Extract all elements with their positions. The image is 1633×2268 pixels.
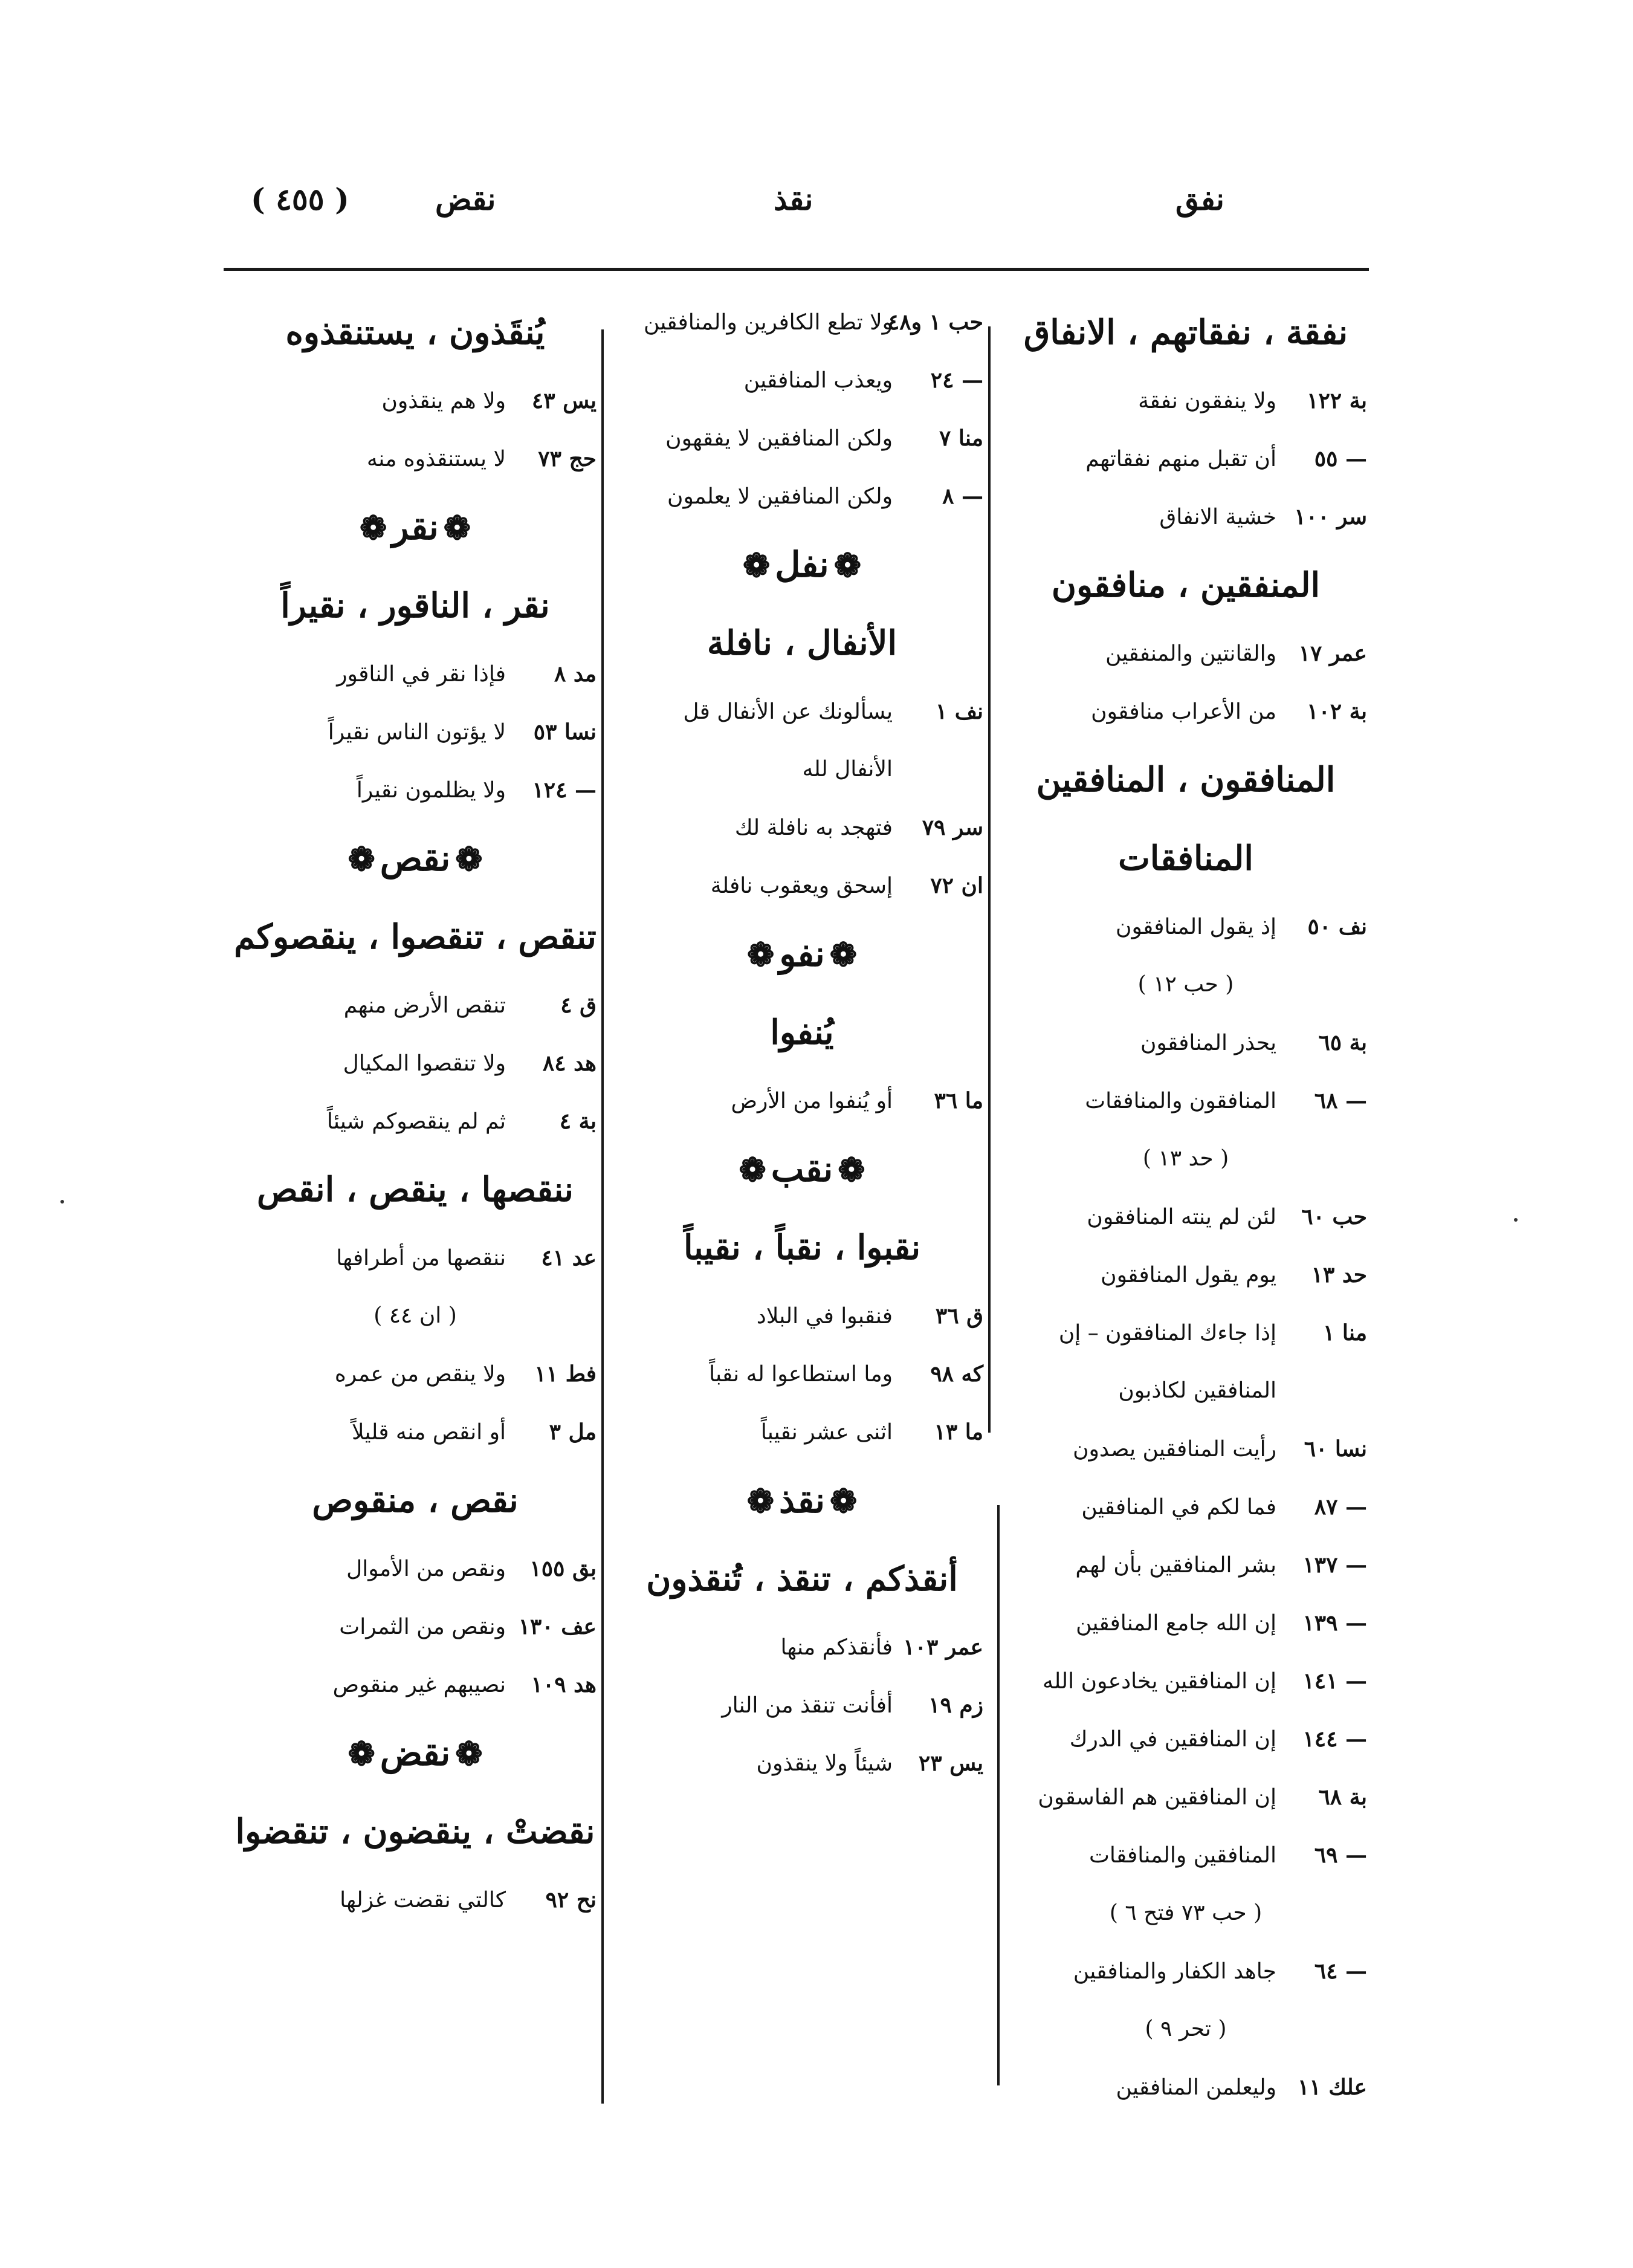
root-word: نفو [779,933,825,974]
entry-reference: — ٦٩ [1314,1842,1367,1868]
entry-text: ويعذب المنافقين [743,368,893,393]
index-entry [234,1229,597,1287]
entry-reference: ان ٧٢ [930,873,983,898]
cross-reference: ( ان ٤٤ ) [373,1303,457,1328]
entry-text: بشر المنافقين بأن لهم [1075,1553,1276,1578]
entry-reference: هد ٨٤ [542,1051,597,1076]
entry-text: أو انقص منه قليلاً [352,1420,506,1445]
entry-text: كالتي نقضت غزلها [340,1888,506,1913]
entry-reference: ق ٤ [560,993,597,1018]
entry-text: أن تقبل منهم نفقاتهم [1085,447,1276,471]
index-entry [234,761,597,819]
entry-reference: ق ٣٦ [935,1303,983,1329]
entry-text: لئن لم ينته المنافقون [1087,1205,1276,1230]
index-entry [1004,1304,1367,1362]
entry-reference: — ١٤٤ [1302,1726,1367,1752]
ornament-icon: ❁ [455,840,483,878]
entry-text: ثم لم ينقصوكم شيئاً [326,1109,506,1134]
index-entry [1004,1942,1367,2000]
root-heading [234,1714,597,1792]
root-word: نفل [775,544,829,585]
entry-reference: مل ٣ [549,1419,597,1445]
word-heading: المنافقون ، المنافقين [1036,760,1336,800]
index-entry [1004,1014,1367,1072]
root-word: نقص [380,838,451,879]
entry-reference: — ٢٤ [930,368,983,393]
entry-reference: عف ١٣٠ [518,1614,597,1639]
ornament-icon: ❁ [455,1734,483,1773]
entry-reference: بة ١٢٢ [1307,388,1367,413]
header-rule [224,268,1369,271]
entry-reference: حب ٦٠ [1301,1204,1367,1230]
index-entry [234,645,597,703]
column-divider-left [601,329,604,2104]
scan-speck [60,1200,64,1204]
index-entry [1004,1246,1367,1304]
word-heading: نقص ، منقوص [312,1480,519,1520]
index-entry [621,467,983,525]
index-entry [1004,624,1367,682]
entry-reference: يس ٢٣ [918,1751,983,1776]
entry-reference: سر ١٠٠ [1294,504,1367,530]
index-entry [621,740,983,799]
header-word-left: نقض [435,181,496,217]
root-word: نقذ [779,1480,825,1521]
entry-reference: نح ٩٢ [545,1887,597,1913]
index-entry [1004,1826,1367,1884]
root-heading [621,915,983,993]
root-word: نقر [392,507,439,548]
entry-text: وما استطاعوا له نقباً [709,1362,893,1387]
index-entry [234,430,597,488]
index-entry [621,1072,983,1130]
index-entry [621,1734,983,1792]
root-heading [234,488,597,566]
root-heading [621,1130,983,1208]
index-entry [1004,1594,1367,1652]
entry-text: الأنفال لله [802,757,893,782]
ornament-icon: ❁ [746,1482,775,1520]
entry-text: ولا ينفقون نفقة [1138,389,1276,413]
index-entry [1004,1188,1367,1246]
entry-reference: مد ٨ [554,661,597,687]
entry-reference: — ٦٤ [1314,1959,1367,1984]
index-entry [234,1598,597,1656]
entry-text: يحذر المنافقون [1140,1031,1276,1055]
index-entry [621,1403,983,1461]
ornament-icon: ❁ [360,508,387,547]
entry-reference: — ١٣٧ [1302,1552,1367,1578]
index-entry [1004,898,1367,956]
index-entry [621,293,983,351]
word-heading: يُنفوا [770,1012,834,1052]
index-entry [1004,682,1367,740]
ornament-icon: ❁ [829,1482,858,1520]
entry-reference: — ٥٥ [1314,446,1367,471]
page-number: ( ٤٥٥ ) [251,181,349,217]
entry-text: إن المنافقين في الدرك [1069,1727,1276,1752]
index-entry [1004,430,1367,488]
index-entry [234,976,597,1034]
index-entry [1004,372,1367,430]
index-entry [621,682,983,740]
entry-text: والقانتين والمنفقين [1105,641,1276,666]
column-divider-right [988,326,991,1433]
ornament-icon: ❁ [348,1734,375,1773]
index-entry [1004,1072,1367,1130]
entry-text: جاهد الكفار والمنافقين [1073,1959,1276,1984]
entry-reference: كه ٩٨ [930,1361,983,1387]
word-heading: المنافقات [1118,838,1253,878]
index-entry [621,1287,983,1345]
entry-text: شيئاً ولا ينقذون [756,1751,893,1776]
ornament-icon: ❁ [747,935,775,974]
index-entry [1004,2058,1367,2116]
entry-text: ونقص من الثمرات [339,1615,506,1639]
index-entry [1004,1478,1367,1536]
header-word-right: نفق [1175,181,1224,217]
cross-reference: ( حب ١٢ ) [1137,972,1234,997]
index-entry [234,1871,597,1929]
root-heading [234,819,597,898]
entry-text: تنقص الأرض منهم [343,993,506,1018]
entry-reference: بة ٤ [559,1109,597,1134]
entry-reference: عمر ١٠٣ [903,1635,983,1660]
entry-reference: نسا ٥٣ [533,719,597,745]
root-word: نقض [380,1732,451,1774]
entry-reference: بق ١٥٥ [529,1556,597,1581]
entry-reference: — ٨ [942,484,983,509]
index-entry [1004,488,1367,546]
index-entry [234,372,597,430]
index-entry [1004,1536,1367,1594]
entry-text: إسحق ويعقوب نافلة [710,873,893,898]
index-entry [234,1403,597,1461]
word-heading: نقبوا ، نقباً ، نقيباً [683,1228,921,1268]
entry-text: المنافقين لكاذبون [1118,1378,1276,1403]
entry-text: ولا ينقص من عمره [334,1362,506,1387]
entry-text: ولا هم ينقذون [381,389,506,413]
entry-reference: منا ٧ [939,426,983,451]
entry-text: من الأعراب منافقون [1091,699,1276,724]
entry-text: خشية الانفاق [1159,505,1276,530]
index-entry [1004,1768,1367,1826]
entry-text: أو يُنفوا من الأرض [731,1089,893,1113]
entry-text: إن المنافقين هم الفاسقون [1038,1785,1276,1810]
entry-text: إن المنافقين يخادعون الله [1042,1669,1276,1694]
root-word: نقب [771,1149,833,1190]
entry-reference: حج ٧٣ [538,446,597,471]
entry-reference: حد ١٣ [1311,1262,1367,1288]
index-entry [621,857,983,915]
entry-reference: — ١٢٤ [532,777,597,803]
entry-reference: ما ٣٦ [934,1088,983,1113]
word-heading: نقر ، الناقور ، نقيراً [280,586,550,626]
entry-text: المنافقين والمنافقات [1088,1843,1276,1868]
entry-text: ونقص من الأموال [346,1557,506,1581]
entry-text: إذ يقول المنافقون [1116,915,1276,939]
ornament-icon: ❁ [833,546,861,585]
entry-reference: سر ٧٩ [922,815,983,840]
entry-text: لا يستنقذوه منه [366,447,506,471]
entry-reference: بة ١٠٢ [1307,699,1367,724]
entry-text: لا يؤتون الناس نقيراً [328,720,506,745]
entry-reference: نف ١ [935,699,983,724]
entry-text: وليعلمن المنافقين [1116,2075,1276,2100]
entry-reference: يس ٤٣ [531,388,597,413]
index-entry [1004,1420,1367,1478]
entry-reference: زم ١٩ [928,1693,983,1718]
cross-reference: ( حد ١٣ ) [1142,1146,1229,1171]
index-entry [621,1676,983,1734]
entry-reference: علك ١١ [1298,2075,1367,2100]
entry-text: ولكن المنافقين لا يعلمون [667,484,893,509]
root-heading [621,525,983,604]
entry-text: اثنى عشر نقيباً [760,1420,893,1445]
entry-reference: فط ١١ [534,1361,597,1387]
entry-reference: منا ١ [1323,1320,1367,1346]
entry-text: رأيت المنافقين يصدون [1073,1437,1276,1462]
entry-text: المنافقون والمنافقات [1085,1089,1276,1113]
index-entry [621,409,983,467]
entry-reference: نف ٥٠ [1307,914,1367,939]
index-entry [621,351,983,409]
header-word-center: نقذ [774,181,813,217]
entry-reference: — ٨٧ [1314,1494,1367,1520]
entry-reference: هد ١٠٩ [531,1672,597,1697]
index-entry [234,1345,597,1403]
index-entry [234,1540,597,1598]
entry-text: يوم يقول المنافقون [1101,1263,1276,1288]
word-heading: نقضتْ ، ينقضون ، تنقضوا [235,1812,595,1852]
cross-reference: ( حب ٧٣ فتح ٦ ) [1109,1900,1263,1925]
word-heading: المنفقين ، منافقون [1051,565,1321,605]
entry-text: ولا تنقصوا المكيال [343,1051,506,1076]
root-heading [621,1461,983,1540]
entry-reference: — ١٤١ [1302,1668,1367,1694]
entry-text: ولكن المنافقين لا يفقهون [665,426,893,451]
ornament-icon: ❁ [829,935,857,974]
cross-reference: ( تحر ٩ ) [1145,2017,1227,2041]
word-heading: الأنفال ، نافلة [707,623,897,663]
scan-speck [1514,1218,1518,1222]
ornament-icon: ❁ [743,546,771,585]
entry-reference: بة ٦٥ [1318,1030,1367,1055]
index-entry [621,1618,983,1676]
word-heading: ننقصها ، ينقص ، انقص [257,1170,574,1210]
index-entry [1004,1652,1367,1710]
entry-text: فتهجد به نافلة لك [734,815,893,840]
entry-text: إذا جاءك المنافقون – إن [1058,1321,1276,1346]
index-entry [621,1345,983,1403]
word-heading: يُنقَذون ، يستنقذوه [285,313,545,352]
entry-reference: بة ٦٨ [1318,1784,1367,1810]
entry-text: فأنقذكم منها [780,1635,893,1660]
entry-reference: حب ١ و٤٨ [887,309,983,335]
entry-reference: — ١٣٩ [1302,1610,1367,1636]
entry-text: إن الله جامع المنافقين [1076,1611,1276,1636]
index-entry [234,703,597,761]
entry-reference: عد ٤١ [541,1245,597,1271]
entry-text: ننقصها من أطرافها [336,1246,506,1271]
index-entry [234,1034,597,1092]
entry-reference: — ٦٨ [1314,1088,1367,1113]
index-entry [1004,1710,1367,1768]
index-entry [234,1092,597,1150]
entry-text: يسألونك عن الأنفال قل [683,699,893,724]
entry-text: فما لكم في المنافقين [1081,1495,1276,1520]
word-heading: أنقذكم ، تنقذ ، تُنقذون [646,1559,958,1599]
entry-text: فإذا نقر في الناقور [337,662,506,687]
ornament-icon: ❁ [739,1150,766,1189]
entry-reference: ما ١٣ [934,1419,983,1445]
entry-text: ولا تطع الكافرين والمنافقين [644,310,893,335]
word-heading: نفقة ، نفقاتهم ، الانفاق [1023,313,1348,352]
entry-reference: نسا ٦٠ [1304,1436,1367,1462]
ornament-icon: ❁ [838,1150,865,1189]
entry-text: ولا يظلمون نقيراً [356,778,506,803]
entry-text: نصيبهم غير منقوص [332,1673,506,1697]
entry-text: فنقبوا في البلاد [756,1304,893,1329]
index-entry [234,1656,597,1714]
ornament-icon: ❁ [348,840,375,878]
word-heading: تنقص ، تنقصوا ، ينقصوكم [234,917,597,957]
index-entry [621,799,983,857]
column-divider-right-lower [997,1505,1000,2085]
entry-reference: عمر ١٧ [1298,641,1367,666]
ornament-icon: ❁ [443,508,471,547]
entry-text: أفأنت تنقذ من النار [722,1693,893,1718]
index-entry [1004,1362,1367,1420]
